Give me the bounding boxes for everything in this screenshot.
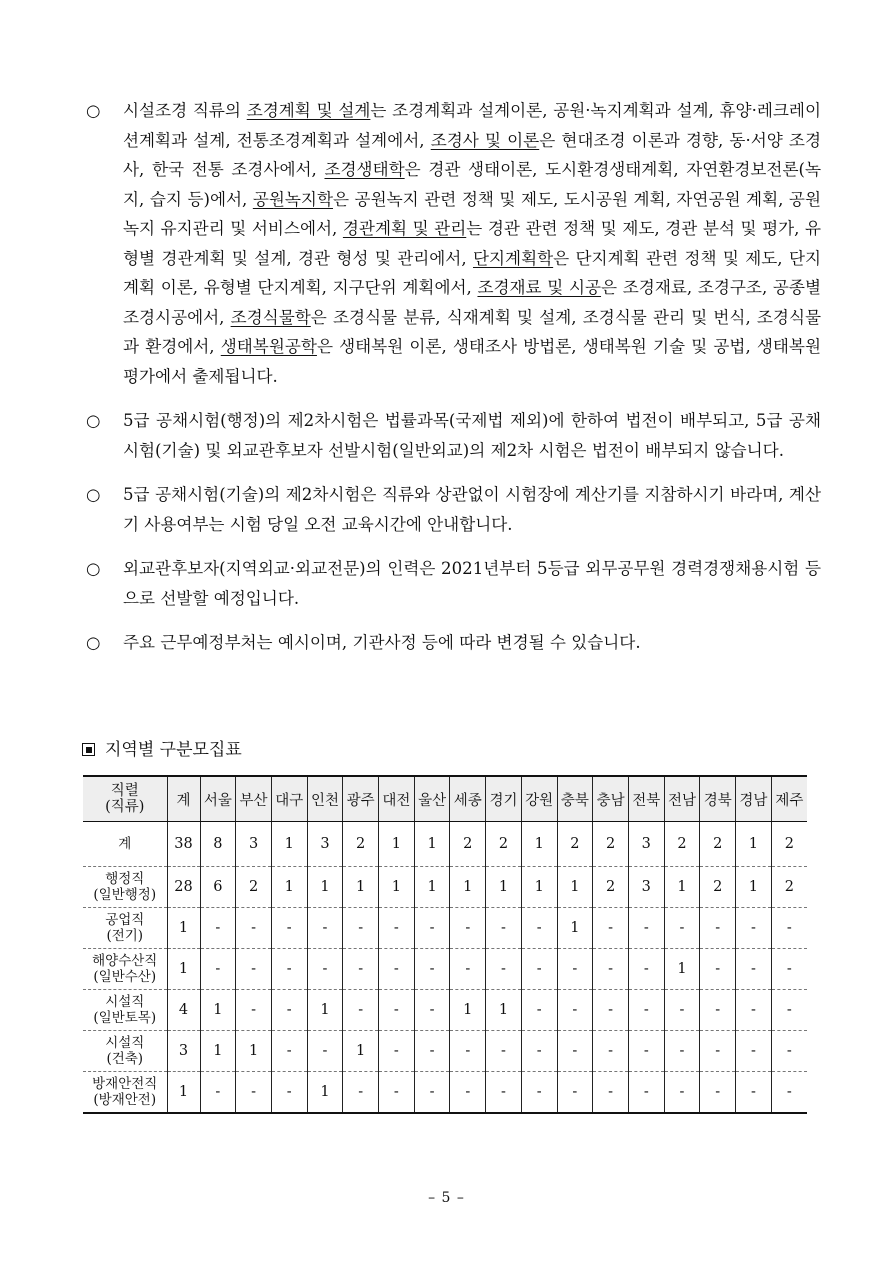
header-col: 대전 — [379, 776, 415, 822]
table-row — [83, 990, 807, 1031]
notice-text: 주요 근무예정부처는 예시이며, 기관사정 등에 따라 변경될 수 있습니다. — [123, 633, 641, 652]
table-row — [83, 1072, 807, 1114]
table-cell: - — [736, 908, 772, 949]
table-cell: 1 — [307, 1072, 343, 1114]
header-col: 제주 — [771, 776, 807, 822]
text-segment: 은 조경재료, 조경구조, 공종별 조경시공에서, — [123, 278, 821, 327]
header-col: 광주 — [343, 776, 379, 822]
table-cell: - — [414, 908, 450, 949]
header-col: 전남 — [664, 776, 700, 822]
table-cell: 1 — [379, 867, 415, 908]
text-segment: 은 생태복원 이론, 생태조사 방법론, 생태복원 기술 및 공법, 생태복원 평가에서 출제됩니다. — [123, 337, 821, 386]
header-category — [83, 776, 167, 822]
table-cell: - — [736, 1072, 772, 1114]
table-cell: - — [521, 1031, 557, 1072]
table-cell: - — [664, 908, 700, 949]
table-cell: - — [271, 1031, 307, 1072]
table-cell: 28 — [167, 867, 200, 908]
table-row — [83, 949, 807, 990]
row-label — [83, 822, 167, 867]
notice-text: 외교관후보자(지역외교·외교전문)의 인력은 2021년부터 5등급 외무공무원 경력경쟁채용시험 등으로 선발할 예정입니다. — [123, 559, 821, 608]
row-label-line1: 시설직 — [105, 994, 145, 1010]
table-cell: - — [379, 1072, 415, 1114]
table-cell: - — [200, 1072, 236, 1114]
table-row — [83, 822, 807, 867]
table-cell: - — [450, 1031, 486, 1072]
table-cell: - — [236, 990, 272, 1031]
table-cell: 1 — [236, 1031, 272, 1072]
table-cell: - — [736, 1031, 772, 1072]
table-cell: - — [771, 990, 807, 1031]
header-col: 부산 — [236, 776, 272, 822]
table-cell: - — [593, 1072, 629, 1114]
table-cell: 1 — [307, 867, 343, 908]
table-cell: - — [343, 949, 379, 990]
table-cell: - — [593, 949, 629, 990]
table-cell: - — [736, 990, 772, 1031]
header-col: 세종 — [450, 776, 486, 822]
table-cell: 3 — [628, 867, 664, 908]
table-cell: - — [557, 1031, 593, 1072]
table-cell: 1 — [167, 949, 200, 990]
table-cell: 1 — [557, 867, 593, 908]
table-cell: 1 — [664, 867, 700, 908]
table-cell: 1 — [200, 990, 236, 1031]
table-cell: - — [307, 908, 343, 949]
table-cell: - — [628, 908, 664, 949]
table-cell: - — [628, 1031, 664, 1072]
notice-item-diplomat — [86, 554, 821, 613]
table-cell: - — [379, 949, 415, 990]
table-cell: 6 — [200, 867, 236, 908]
row-label-line1: 공업직 — [105, 912, 145, 928]
header-col: 강원 — [521, 776, 557, 822]
circle-bullet-icon: ○ — [86, 559, 101, 578]
table-cell: - — [521, 990, 557, 1031]
table-cell: 1 — [664, 949, 700, 990]
subject-name: 단지계획학 — [472, 248, 554, 268]
header-col: 충남 — [593, 776, 629, 822]
table-cell: 2 — [486, 822, 522, 867]
table-cell: 1 — [450, 867, 486, 908]
notice-item-landscape-subjects — [86, 96, 821, 391]
text-segment: 은 경관 생태이론, 도시환경생태계획, 자연환경보전론(녹지, 습지 등)에서, — [123, 160, 821, 209]
row-label-line1: 해양수산직 — [92, 953, 158, 969]
table-cell: - — [414, 990, 450, 1031]
section-title — [82, 737, 242, 763]
table-cell: 2 — [664, 822, 700, 867]
text-segment: 시설조경 직류의 — [123, 101, 247, 120]
header-col: 충북 — [557, 776, 593, 822]
table-cell: - — [664, 1031, 700, 1072]
table-body — [83, 822, 807, 1114]
table-cell: - — [771, 908, 807, 949]
table-cell: - — [343, 1072, 379, 1114]
header-col: 대구 — [271, 776, 307, 822]
table-cell: - — [664, 1072, 700, 1114]
table-cell: 1 — [167, 908, 200, 949]
table-cell: 1 — [307, 990, 343, 1031]
row-label-line2: (일반행정) — [93, 887, 157, 903]
row-label-line2: (전기) — [106, 928, 144, 944]
table-cell: 1 — [167, 1072, 200, 1114]
table-cell: 1 — [271, 867, 307, 908]
table-cell: 2 — [771, 822, 807, 867]
table-cell: 1 — [414, 822, 450, 867]
table-cell: - — [700, 1072, 736, 1114]
header-col: 경기 — [486, 776, 522, 822]
table-cell: - — [486, 908, 522, 949]
table-cell: - — [593, 1031, 629, 1072]
table-cell: 2 — [700, 822, 736, 867]
table-cell: - — [200, 908, 236, 949]
row-label-line2: (일반수산) — [93, 969, 157, 985]
table-cell: - — [379, 908, 415, 949]
table-cell: 3 — [307, 822, 343, 867]
circle-bullet-icon: ○ — [86, 101, 101, 120]
table-cell: - — [557, 990, 593, 1031]
table-cell: - — [450, 949, 486, 990]
circle-bullet-icon: ○ — [86, 411, 101, 430]
table-cell: 2 — [700, 867, 736, 908]
table-cell: - — [593, 990, 629, 1031]
table-row — [83, 1031, 807, 1072]
notice-item-agencies — [86, 628, 821, 658]
table-cell: 1 — [521, 867, 557, 908]
table-cell: - — [700, 1031, 736, 1072]
table-cell: - — [271, 990, 307, 1031]
row-label-line2: (방재안전) — [93, 1092, 157, 1108]
table-cell: 2 — [343, 822, 379, 867]
table-row — [83, 908, 807, 949]
table-cell: - — [343, 908, 379, 949]
table-cell: - — [307, 1031, 343, 1072]
table-cell: 2 — [236, 867, 272, 908]
section-title-text: 지역별 구분모집표 — [105, 740, 242, 760]
subject-name: 조경사 및 이론 — [430, 130, 540, 150]
text-segment: 은 공원녹지 관련 정책 및 제도, 도시공원 계획, 자연공원 계획, 공원녹지 유지관리 및 서비스에서, — [123, 189, 821, 238]
notice-list — [86, 96, 821, 673]
header-col: 울산 — [414, 776, 450, 822]
subject-name: 조경생태학 — [324, 160, 405, 179]
table-cell: - — [486, 1031, 522, 1072]
table-cell: - — [486, 1072, 522, 1114]
table-cell: - — [628, 990, 664, 1031]
table-cell: - — [414, 1031, 450, 1072]
table-cell: - — [450, 1072, 486, 1114]
table-cell: 3 — [167, 1031, 200, 1072]
subject-name: 조경식물학 — [230, 307, 311, 327]
table-cell: - — [379, 990, 415, 1031]
row-label-line1: 계 — [118, 836, 132, 852]
subject-name: 공원녹지학 — [252, 189, 333, 209]
table-cell: - — [271, 1072, 307, 1114]
table-cell: - — [628, 1072, 664, 1114]
table-cell: 8 — [200, 822, 236, 867]
table-row — [83, 867, 807, 908]
table-cell: 1 — [486, 990, 522, 1031]
table-cell: - — [486, 949, 522, 990]
header-category-line1: 직렬 — [110, 783, 139, 799]
table-cell: - — [771, 1031, 807, 1072]
header-col: 경남 — [736, 776, 772, 822]
notice-text: 5급 공채시험(기술)의 제2차시험은 직류와 상관없이 시험장에 계산기를 지참하시기 바라며, 계산기 사용여부는 시험 당일 오전 교육시간에 안내합니다. — [123, 485, 821, 534]
notice-text: 5급 공채시험(행정)의 제2차시험은 법률과목(국제법 제외)에 한하여 법전이 배부되고, 5급 공채시험(기술) 및 외교관후보자 선발시험(일반외교)의 제2차 시험은 법전이 배부되지 않습니다. — [123, 411, 821, 460]
table-cell: - — [557, 949, 593, 990]
table-cell: - — [521, 908, 557, 949]
header-col: 전북 — [628, 776, 664, 822]
table-cell: - — [307, 949, 343, 990]
header-category-line2: (직류) — [105, 799, 145, 815]
table-cell: - — [200, 949, 236, 990]
table-cell: 1 — [486, 867, 522, 908]
table-cell: 2 — [557, 822, 593, 867]
table-cell: 2 — [450, 822, 486, 867]
table-cell: - — [521, 949, 557, 990]
table-cell: - — [771, 1072, 807, 1114]
table-cell: - — [236, 949, 272, 990]
table-cell: - — [593, 908, 629, 949]
row-label — [83, 990, 167, 1031]
row-label-line2: (건축) — [106, 1051, 144, 1067]
table-cell: 1 — [736, 822, 772, 867]
text-segment: 은 단지계획 관련 정책 및 제도, 단지계획 이론, 유형별 단지계획, 지구단위 계획에서, — [123, 248, 821, 297]
row-label-line1: 방재안전직 — [92, 1076, 158, 1092]
table-cell: - — [271, 949, 307, 990]
circle-bullet-icon: ○ — [86, 633, 101, 652]
table-cell: - — [771, 949, 807, 990]
table-cell: - — [736, 949, 772, 990]
text-segment: 은 현대조경 이론과 경향, 동·서양 조경사, 한국 전통 조경사에서, — [123, 130, 821, 179]
table-cell: - — [236, 1072, 272, 1114]
table-cell: 2 — [593, 867, 629, 908]
filled-square-icon — [82, 743, 95, 756]
table-cell: - — [700, 990, 736, 1031]
table-cell: - — [343, 990, 379, 1031]
table-cell: 4 — [167, 990, 200, 1031]
table-cell: - — [450, 908, 486, 949]
text-segment: 는 조경계획과 설계이론, 공원·녹지계획과 설계, 휴양·레크레이션계획과 설계, 전통조경계획과 설계에서, — [123, 101, 821, 150]
table-cell: - — [414, 1072, 450, 1114]
regional-recruitment-table — [83, 775, 807, 1114]
table-cell: - — [271, 908, 307, 949]
table-cell: 3 — [236, 822, 272, 867]
header-col: 계 — [167, 776, 200, 822]
text-segment: 는 경관 관련 정책 및 제도, 경관 분석 및 평가, 유형별 경관계획 및 설계, 경관 형성 및 관리에서, — [123, 219, 821, 268]
row-label — [83, 949, 167, 990]
row-label — [83, 1072, 167, 1114]
row-label-line2: (일반토목) — [93, 1010, 157, 1026]
header-col: 서울 — [200, 776, 236, 822]
table-cell: 3 — [628, 822, 664, 867]
row-label — [83, 908, 167, 949]
table-cell: 1 — [271, 822, 307, 867]
subject-name: 조경재료 및 시공 — [477, 278, 602, 297]
table-cell: 1 — [450, 990, 486, 1031]
table-cell: 2 — [593, 822, 629, 867]
table-cell: 38 — [167, 822, 200, 867]
row-label-line1: 시설직 — [105, 1035, 145, 1051]
row-label-line1: 행정직 — [105, 871, 145, 887]
table-cell: - — [557, 1072, 593, 1114]
table-cell: - — [700, 949, 736, 990]
row-label — [83, 1031, 167, 1072]
page-number: – 5 – — [428, 1190, 465, 1206]
subject-name: 경관계획 및 관리 — [342, 219, 467, 238]
table-cell: 1 — [343, 1031, 379, 1072]
table-cell: 1 — [343, 867, 379, 908]
table-cell: 1 — [200, 1031, 236, 1072]
table-header-row — [83, 776, 807, 822]
subject-name: 생태복원공학 — [220, 337, 317, 356]
notice-item-calculator — [86, 480, 821, 539]
notice-item-law-books — [86, 406, 821, 465]
row-label — [83, 867, 167, 908]
table-cell: 1 — [736, 867, 772, 908]
table-cell: - — [379, 1031, 415, 1072]
table-cell: - — [700, 908, 736, 949]
table-cell: 1 — [521, 822, 557, 867]
table-cell: 1 — [557, 908, 593, 949]
table-cell: - — [628, 949, 664, 990]
table-cell: - — [521, 1072, 557, 1114]
header-col: 경북 — [700, 776, 736, 822]
header-col: 인천 — [307, 776, 343, 822]
text-segment: 은 조경식물 분류, 식재계획 및 설계, 조경식물 관리 및 번식, 조경식물과 환경에서, — [123, 307, 821, 356]
table-cell: 1 — [414, 867, 450, 908]
table-cell: 2 — [771, 867, 807, 908]
table-cell: 1 — [379, 822, 415, 867]
circle-bullet-icon: ○ — [86, 485, 101, 504]
subject-name: 조경계획 및 설계 — [246, 101, 371, 120]
table-cell: - — [664, 990, 700, 1031]
table-cell: - — [236, 908, 272, 949]
table-cell: - — [414, 949, 450, 990]
